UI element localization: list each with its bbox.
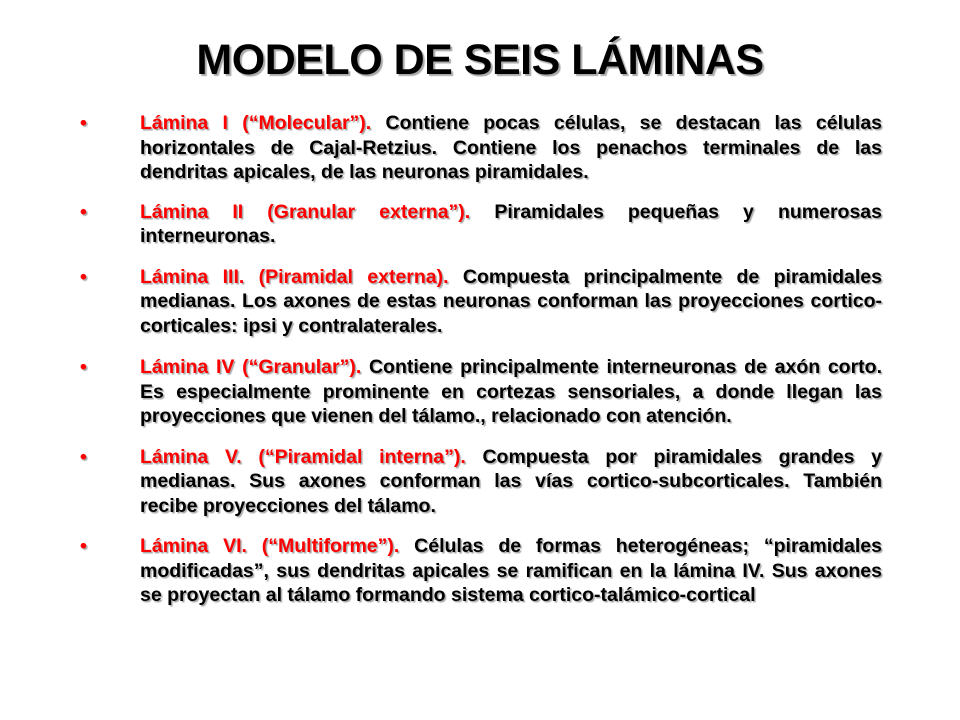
lamina-4-heading: Lámina IV (“Granular”). (140, 356, 362, 378)
lamina-2-item (72, 200, 882, 249)
lamina-3-item (72, 265, 882, 339)
bullet-icon: • (80, 445, 87, 468)
lamina-6-item (72, 534, 882, 608)
lamina-2-text: Piramidales pequeñas y numerosas interneuronas. (140, 200, 882, 247)
lamina-4-text: Contiene principalmente interneuronas de axón corto. Es especialmente prominente en cortezas sensoriales, a donde llegan las proyecciones que vienen del tálamo., relacionado con atención. (140, 356, 883, 427)
bullet-icon: • (80, 265, 87, 288)
lamina-3-heading: Lámina III. (Piramidal externa). (140, 265, 449, 288)
lamina-5-heading: Lámina V. (“Piramidal interna”). (140, 445, 466, 468)
bullet-icon: • (80, 535, 87, 557)
bullet-icon: • (80, 112, 87, 134)
lamina-4-item (72, 355, 882, 429)
lamina-1-heading: Lámina I (“Molecular”). (140, 112, 372, 134)
lamina-5-text: Compuesta por piramidales grandes y medianas. Sus axones conforman las vías cortico-subcorticales. También recibe proyecciones del tálamo. (140, 445, 882, 517)
lamina-1-text: Contiene pocas células, se destacan las células horizontales de Cajal-Retzius. Contiene los penachos terminales de las dendritas apicales, de las neuronas piramidales. (140, 112, 883, 183)
lamina-6-heading: Lámina VI. (“Multiforme”). (140, 535, 400, 557)
slide-title: MODELO DE SEIS LÁMINAS (196, 36, 764, 84)
lamina-bullet-list (72, 111, 882, 623)
bullet-icon: • (80, 356, 87, 378)
lamina-6-text: Células de formas heterogéneas; “piramidales modificadas”, sus dendritas apicales se ramifican en la lámina IV. Sus axones se proyectan al tálamo formando sistema cortico-talámico-cortical (140, 535, 883, 606)
lamina-5-item (72, 445, 882, 519)
lamina-1-item (72, 111, 882, 185)
lamina-3-text: Compuesta principalmente de piramidales medianas. Los axones de estas neuronas conforman las proyecciones cortico- corticales: ipsi y contralaterales. (140, 265, 882, 337)
lamina-2-heading: Lámina II (Granular externa”). (140, 200, 471, 223)
bullet-icon: • (80, 200, 87, 223)
